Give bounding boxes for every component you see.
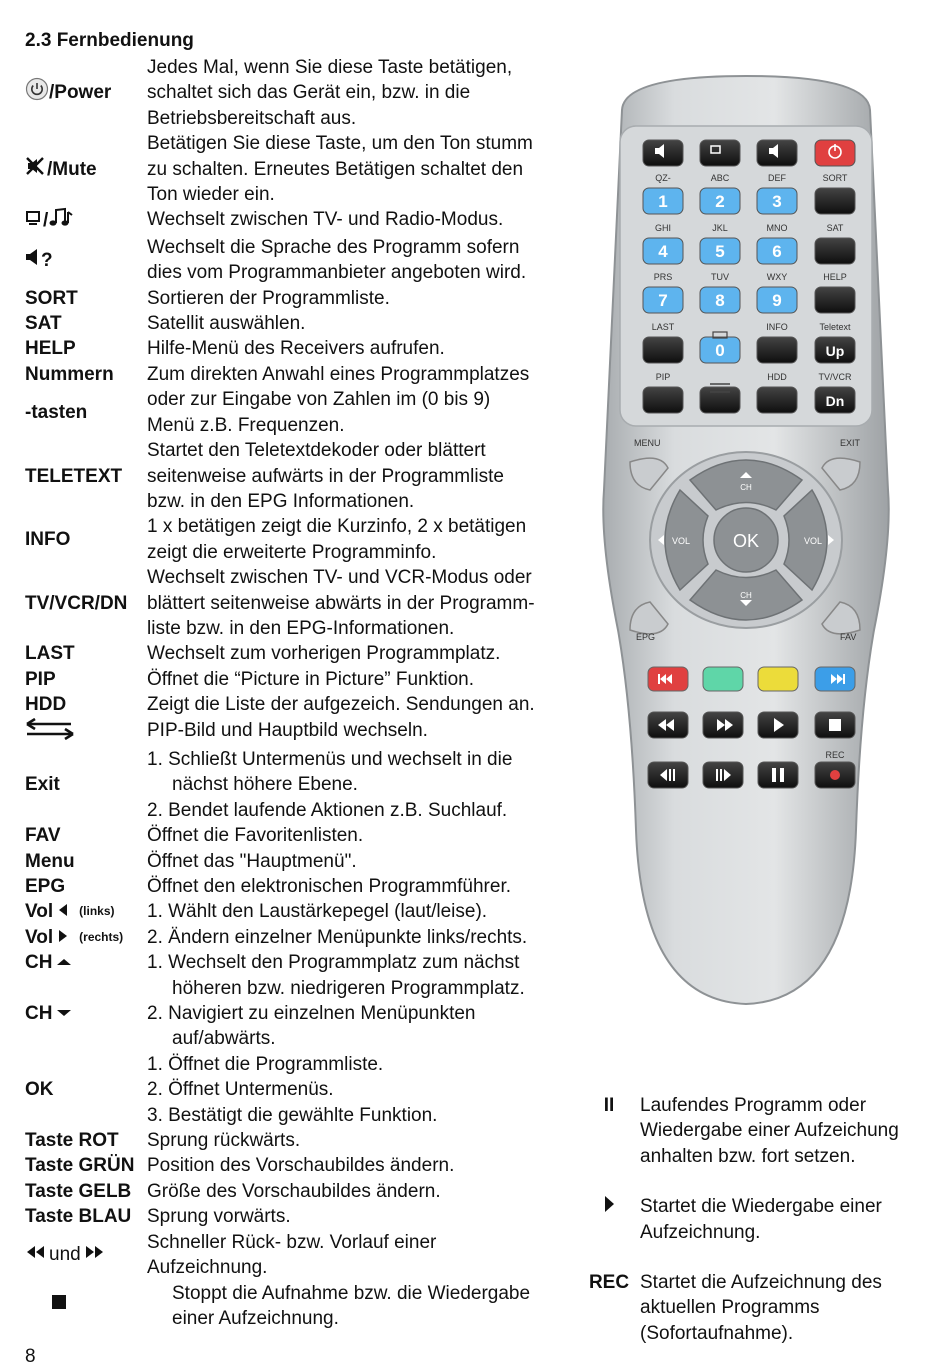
playback-key-label (578, 1194, 640, 1245)
key-description (147, 641, 575, 666)
playback-key-label (578, 1093, 640, 1169)
button-label: TUV (711, 272, 729, 282)
key-description (147, 387, 575, 438)
key-description (147, 718, 575, 747)
red-bar-glyph (658, 674, 660, 684)
mute-icon (25, 156, 47, 183)
remote-button (643, 337, 683, 363)
description-line: PIP-Bild und Hauptbild wechseln. (147, 719, 428, 741)
description-line: 2. Navigiert zu einzelnen Menüpunkten (147, 1003, 476, 1025)
key-label-text: EPG (25, 876, 66, 897)
key-label (25, 362, 147, 387)
playback-key-label (578, 1270, 640, 1346)
key-description-list (25, 55, 575, 1331)
key-label (25, 1204, 147, 1229)
description-line: Sprung vorwärts. (147, 1206, 291, 1228)
key-label (25, 235, 147, 286)
color-button (703, 667, 743, 691)
key-description (147, 235, 575, 286)
key-label (25, 1128, 147, 1153)
ok-button-label: OK (732, 531, 760, 551)
triangle-left-icon (57, 899, 69, 924)
button-label: DEF (768, 173, 786, 183)
ch-down-label: CH (740, 591, 752, 600)
key-row (25, 1052, 575, 1128)
key-label-text: SAT (25, 313, 62, 335)
button-face-label: 1 (658, 192, 668, 211)
key-row (25, 207, 575, 234)
key-label-text: HELP (25, 338, 76, 360)
key-description (147, 438, 575, 514)
key-label-text: -tasten (25, 401, 88, 423)
blue-bar-glyph (843, 674, 845, 684)
key-row (25, 950, 575, 975)
key-label (25, 131, 147, 207)
key-label-text: Menu (25, 850, 75, 872)
button-label: WXY (766, 272, 788, 282)
button-face-label: 7 (658, 291, 668, 310)
key-description (147, 925, 575, 950)
key-label (25, 747, 147, 823)
power-icon (25, 77, 49, 108)
key-label-text: ? (41, 249, 53, 271)
button-label: MNO (766, 223, 788, 233)
playback-key-list (578, 1093, 938, 1371)
key-row (25, 387, 575, 438)
key-label (25, 438, 147, 514)
button-face-label: 3 (772, 192, 782, 211)
stop-glyph (829, 719, 841, 731)
key-row (25, 747, 575, 823)
key-label-text: HDD (25, 694, 67, 716)
key-row (25, 925, 575, 950)
button-face-label: 5 (715, 242, 725, 261)
key-label (25, 667, 147, 692)
description-line: Startet den Teletextdekoder oder blättert (147, 440, 486, 462)
key-label (25, 874, 147, 899)
description-line: bzw. in den EPG Informationen. (147, 490, 415, 512)
description-line: Öffnet den elektronischen Programmführer. (147, 876, 512, 897)
description-line: seitenweise aufwärts in der Programmliste (147, 465, 504, 487)
description-line: 1. Wählt den Laustärkepegel (laut/leise). (147, 901, 488, 923)
key-label-text: / (43, 210, 49, 232)
description-line: Laufendes Programm oder (640, 1095, 867, 1116)
key-description (147, 55, 575, 131)
key-description (147, 823, 575, 848)
color-button (758, 667, 798, 691)
key-label (25, 692, 147, 717)
key-label-text: Exit (25, 774, 60, 796)
button-label: LAST (651, 322, 675, 332)
playback-key-row (578, 1270, 938, 1346)
description-line: einer Aufzeichnung. (172, 1307, 339, 1329)
key-row (25, 641, 575, 666)
fav-label: FAV (840, 632, 857, 642)
key-row (25, 667, 575, 692)
description-line: Öffnet die “Picture in Picture” Funktion. (147, 668, 475, 690)
remote-button (815, 238, 855, 264)
remote-button (700, 387, 740, 413)
description-line: dies vom Programmanbieter angeboten wird. (147, 262, 527, 284)
description-line: Jedes Mal, wenn Sie diese Taste betätigen, (147, 57, 513, 78)
tv-icon (25, 208, 43, 233)
key-row (25, 362, 575, 387)
description-line: nächst höhere Ebene. (172, 774, 358, 796)
description-line: (Sofortaufnahme). (640, 1322, 794, 1344)
key-label (25, 899, 147, 924)
description-line: anhalten bzw. fort setzen. (640, 1145, 856, 1167)
key-label (25, 925, 147, 950)
key-description (147, 1179, 575, 1204)
key-description (147, 1153, 575, 1178)
description-line: 1. Wechselt den Programmplatz zum nächst (147, 952, 520, 974)
key-description (147, 1128, 575, 1153)
menu-label: MENU (634, 438, 661, 448)
button-face-label: Up (825, 343, 845, 359)
key-label-text: /Mute (47, 158, 97, 180)
remote-button (815, 188, 855, 214)
playback-key-description (640, 1194, 882, 1245)
description-line: höheren bzw. niedrigeren Programmplatz. (172, 977, 525, 999)
playback-button (758, 762, 798, 788)
key-label (25, 387, 147, 438)
remote-button (757, 337, 797, 363)
description-line: 2. Bendet laufende Aktionen z.B. Suchlauf. (147, 799, 508, 821)
description-line: zeigt die erweiterte Programminfo. (147, 541, 437, 563)
key-label (25, 849, 147, 874)
key-label (25, 950, 147, 975)
description-line: Öffnet das "Hauptmenü". (147, 850, 357, 872)
key-label-text: FAV (25, 825, 61, 847)
triangle-right-icon (57, 925, 69, 950)
playback-key-description (640, 1270, 882, 1346)
description-line: Wiedergabe einer Aufzeichung (640, 1120, 899, 1142)
key-row (25, 1204, 575, 1229)
key-description (147, 1230, 575, 1281)
key-label-text: OK (25, 1079, 54, 1101)
key-label (25, 718, 147, 747)
description-line: Größe des Vorschaubildes ändern. (147, 1180, 441, 1202)
key-description (147, 976, 575, 1052)
button-face-label: 4 (658, 242, 668, 261)
key-description (147, 336, 575, 361)
key-label (25, 336, 147, 361)
key-row (25, 874, 575, 899)
description-line: schaltet sich das Gerät ein, bzw. in die (147, 82, 471, 104)
button-face-label: 6 (772, 242, 782, 261)
remote-button (757, 387, 797, 413)
description-line: Menü z.B. Frequenzen. (147, 414, 345, 436)
button-label: HDD (767, 372, 787, 382)
button-label: Teletext (819, 322, 851, 332)
key-description (147, 874, 575, 899)
description-line: Betätigen Sie diese Taste, um den Ton stumm (147, 133, 533, 155)
remote-control-image (588, 70, 904, 1010)
key-label (25, 1153, 147, 1178)
button-face-label: 0 (715, 341, 725, 360)
description-line: 1. Schließt Untermenüs und wechselt in die (147, 748, 513, 770)
description-line: Wechselt zwischen TV- und Radio-Modus. (147, 209, 504, 231)
button-label: PRS (653, 272, 673, 282)
key-row (25, 1128, 575, 1153)
key-label (25, 1230, 147, 1281)
key-label (25, 55, 147, 131)
key-label-text: TV/VCR/DN (25, 592, 128, 614)
key-description (147, 286, 575, 311)
key-label (25, 1179, 147, 1204)
key-label-text: Vol (25, 901, 54, 923)
key-label (25, 1281, 172, 1332)
description-line: 2. Ändern einzelner Menüpunkte links/rechts. (147, 926, 528, 948)
key-row (25, 311, 575, 336)
page-number: 8 (25, 1346, 36, 1367)
description-line: Wechselt zwischen TV- und VCR-Modus oder (147, 567, 532, 589)
vol-right-label: VOL (804, 536, 823, 546)
description-line: Startet die Wiedergabe einer (640, 1196, 882, 1218)
radio-notes-icon (48, 207, 74, 234)
speaker-icon (25, 248, 41, 273)
key-label (25, 565, 147, 641)
key-row (25, 336, 575, 361)
exit-label: EXIT (840, 438, 861, 448)
description-line: Öffnet die Favoritenlisten. (147, 825, 364, 847)
key-description (147, 311, 575, 336)
key-description (147, 692, 575, 717)
stop-square-icon (50, 1293, 68, 1318)
key-label (25, 286, 147, 311)
description-line: Sprung rückwärts. (147, 1130, 301, 1152)
key-label-text: CH (25, 952, 53, 974)
key-row (25, 286, 575, 311)
key-description (147, 899, 575, 924)
key-description (147, 565, 575, 641)
description-line: Startet die Aufzeichnung des (640, 1272, 882, 1294)
key-description (147, 131, 575, 207)
key-label-text: CH (25, 1003, 53, 1025)
key-label-text: /Power (49, 82, 112, 104)
key-label (25, 311, 147, 336)
key-row (25, 131, 575, 207)
description-line: Stoppt die Aufnahme bzw. die Wiedergabe (172, 1282, 531, 1304)
epg-label: EPG (636, 632, 656, 642)
button-label: GHI (654, 223, 672, 233)
key-description (147, 1204, 575, 1229)
forward-icon (83, 1242, 105, 1267)
playback-key-text: II (603, 1095, 615, 1116)
button-label: JKL (712, 223, 728, 233)
description-line: 3. Bestätigt die gewählte Funktion. (147, 1104, 438, 1126)
remote-button (643, 387, 683, 413)
play-triangle-icon (602, 1194, 616, 1221)
description-line: Schneller Rück- bzw. Vorlauf einer (147, 1231, 437, 1253)
key-row (25, 899, 575, 924)
description-line: Aufzeichnung. (147, 1257, 268, 1279)
playback-key-row (578, 1194, 938, 1245)
button-face-label: Dn (825, 393, 845, 409)
description-line: Satellit auswählen. (147, 313, 306, 335)
rewind-icon (25, 1242, 47, 1267)
key-label-text: PIP (25, 668, 56, 690)
button-label: PIP (655, 372, 671, 382)
key-row (25, 823, 575, 848)
description-line: Position des Vorschaubildes ändern. (147, 1155, 455, 1177)
key-row (25, 849, 575, 874)
playback-key-description (640, 1093, 899, 1169)
key-label (25, 1052, 147, 1128)
description-line: Wechselt zum vorherigen Programmplatz. (147, 643, 501, 665)
key-description (147, 849, 575, 874)
description-line: Zeigt die Liste der aufgezeich. Sendungen an. (147, 694, 535, 716)
key-description (147, 207, 575, 234)
button-label: TV/VCR (818, 372, 852, 382)
key-description (147, 950, 575, 975)
key-description (147, 514, 575, 565)
key-row (25, 1230, 575, 1281)
description-line: Aufzeichnung. (640, 1221, 761, 1243)
description-line: 2. Öffnet Untermenüs. (147, 1079, 334, 1101)
key-label (25, 207, 147, 234)
playback-button (703, 762, 743, 788)
key-row (25, 438, 575, 514)
triangle-down-icon (56, 1001, 72, 1026)
key-label-text: Vol (25, 926, 54, 948)
swap-arrows-icon (25, 718, 75, 747)
key-row (25, 718, 575, 747)
key-row (25, 235, 575, 286)
key-label-text: Nummern (25, 363, 114, 385)
key-label-text: Taste GELB (25, 1180, 132, 1202)
key-description (147, 1052, 575, 1128)
key-row (25, 692, 575, 717)
playback-button (648, 762, 688, 788)
key-row (25, 1281, 575, 1332)
key-label (25, 823, 147, 848)
button-label: INFO (766, 322, 788, 332)
key-row (25, 565, 575, 641)
key-sub-label: (rechts) (79, 929, 124, 944)
button-label: SORT (822, 173, 848, 183)
key-sub-label: (links) (79, 904, 115, 919)
key-description (172, 1281, 575, 1332)
key-row (25, 55, 575, 131)
key-label (25, 976, 147, 1052)
key-label-text: LAST (25, 643, 75, 665)
description-line: blättert seitenweise abwärts in der Programm- (147, 592, 535, 614)
key-row (25, 976, 575, 1052)
key-row (25, 1153, 575, 1178)
key-label (25, 514, 147, 565)
triangle-up-icon (56, 950, 72, 975)
playback-key-row (578, 1093, 938, 1169)
key-description (147, 362, 575, 387)
description-line: aktuellen Programms (640, 1297, 820, 1319)
button-label: QZ- (655, 173, 671, 183)
rec-label: REC (825, 750, 845, 760)
description-line: Wechselt die Sprache des Programm sofern (147, 236, 520, 258)
description-line: oder zur Eingabe von Zahlen im (0 bis 9) (147, 389, 491, 411)
playback-key-text: REC (588, 1272, 630, 1294)
button-label: HELP (823, 272, 847, 282)
button-face-label: 2 (715, 192, 725, 211)
description-line: liste bzw. in den EPG-Informationen. (147, 617, 455, 639)
key-label-text: Taste GRÜN (25, 1155, 135, 1177)
key-description (147, 667, 575, 692)
record-glyph (830, 770, 840, 780)
description-line: 1. Öffnet die Programmliste. (147, 1053, 384, 1075)
description-line: Betriebsbereitschaft aus. (147, 107, 357, 129)
ch-up-label: CH (740, 483, 752, 492)
button-label: SAT (826, 223, 844, 233)
button-face-label: 9 (772, 291, 782, 310)
remote-button (815, 287, 855, 313)
description-line: Sortieren der Programmliste. (147, 287, 390, 309)
button-label: ABC (710, 173, 730, 183)
description-line: Ton wieder ein. (147, 184, 275, 206)
section-title: 2.3 Fernbedienung (25, 30, 194, 51)
key-label (25, 641, 147, 666)
key-description (147, 747, 575, 823)
key-label-text: INFO (25, 529, 71, 551)
key-row (25, 1179, 575, 1204)
key-label-text: Taste BLAU (25, 1206, 132, 1228)
key-label-text: Taste ROT (25, 1130, 119, 1152)
description-line: 1 x betätigen zeigt die Kurzinfo, 2 x betätigen (147, 516, 527, 538)
description-line: zu schalten. Erneutes Betätigen schaltet den (147, 158, 524, 180)
description-line: auf/abwärts. (172, 1028, 276, 1050)
key-label-text: und (49, 1244, 81, 1266)
description-line: Hilfe-Menü des Receivers aufrufen. (147, 338, 445, 360)
description-line: Zum direkten Anwahl eines Programmplatzes (147, 363, 530, 385)
remote-button (815, 140, 855, 166)
key-label-text: TELETEXT (25, 465, 123, 487)
key-label-text: SORT (25, 287, 78, 309)
button-face-label: 8 (715, 291, 725, 310)
key-row (25, 514, 575, 565)
vol-left-label: VOL (672, 536, 691, 546)
